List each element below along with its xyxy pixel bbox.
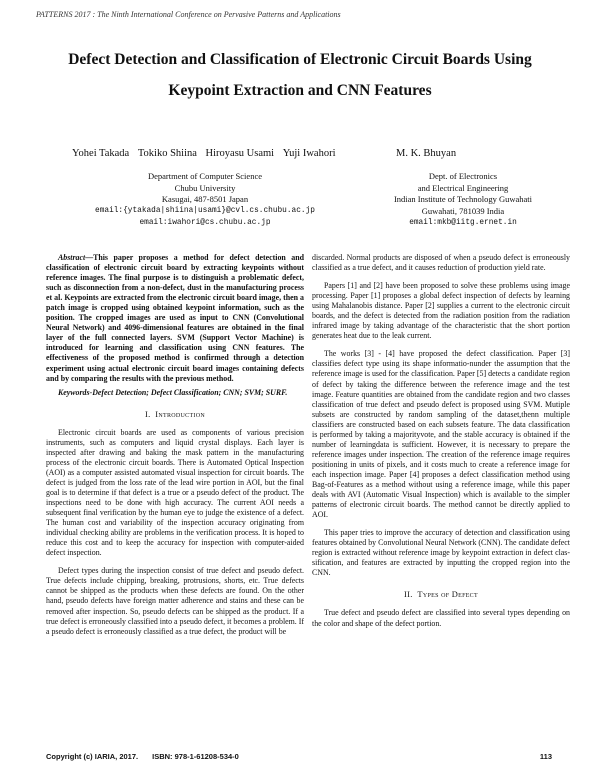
right-column (312, 253, 570, 629)
footer-copyright: Copyright (c) IARIA, 2017. (46, 752, 139, 761)
authors-right (396, 148, 462, 159)
paper-title: Defect Detection and Classification of Electronic Circuit Boards Using Keypoint Extraction and CNN Features (68, 51, 532, 99)
affiliation-dept: Department of Computer Science (147, 171, 262, 181)
affiliation-dept: Dept. of Electronics (428, 171, 498, 181)
affiliation-left (60, 171, 350, 230)
section-numeral: II. (404, 590, 413, 600)
abstract-text: This paper proposes a method for defect detection and classification of electronic circuit board by extracting keypoints without reference images. The final purpose is to distinguish a problematic defect, such as disconnection from a non-defect, dust in the manufacturing process et al. Keypoints are extracted from the electronic circuit board image, then a patch image is cropped using obtained keypoint information, such as the position. The cropped images are used as input to CNN (Convolutional Neural Network) and 4096-dimensional features are obtained in the final layer of the full connected layers. SVM (Support Vector Machine) is introduced for learning and classification using CNN features. The effectiveness of the proposed method is confirmed through a detection experiment using actual electronic circuit board images containing defects and by comparing the results with the previous method. (46, 253, 304, 383)
page-number: 113 (539, 752, 552, 761)
footer (46, 752, 239, 761)
author-name: Hiroyasu Usami (205, 148, 275, 159)
authors-left (72, 148, 342, 159)
paragraph: The works [3] - [4] have proposed the defect classification. Paper [3] classifies defect type using its shape informatio-nunder the assumption that the reference image is used for the classification. Paper [5] detects a candidate region of defect by taking the difference between the reference image and the test image. Feature quantities are obtained from the candidate region and two classes classification of true defect and pseudo defect is proposed using SVM. Mutiple subsets are constructed by random sampling of the dataset,thenn multiple classifiers are constructed based on each subsets feature. The data classification is performed by taking a majorityvote, and the stable accuracy is obtained if the number of learningdata is sufficient. However, it is necessary to prepare the reference images under inspection. The creation of the reference image requires positioning in units of pixels, and it costs much to create a reference image for each inspection image. Paper [4] proposes a defect classification method using Bag-of-Features as a method without using a reference image, while this paper deals with AVI (Automatic Visual Inspection) which is available to the simpler patterns of electronic circuit boards. The method cannot be directly applied to AOI. (312, 349, 570, 520)
left-column (46, 253, 304, 637)
affiliation-email: email:{ytakada|shiina|usami}@cvl.cs.chubu.ac.jp (95, 207, 315, 216)
section-numeral: I. (144, 409, 151, 419)
paragraph: True defect and pseudo defect are classified into several types depending on the color and shape of the defect portion. (312, 608, 570, 628)
author-name: M. K. Bhuyan (396, 148, 457, 159)
paragraph: This paper tries to improve the accuracy of detection and classification using features obtained by Convolutional Neural Network (CNN). The candidate defect region is extracted without reference image by keypoint extraction in defect clas-sification, and features are extracted by inputting the cropped region into the CNN. (312, 528, 570, 578)
affiliation-dept: and Electrical Engineering (417, 182, 509, 193)
affiliation-address: Guwahati, 781039 India (421, 206, 505, 217)
footer-isbn: ISBN: 978-1-61208-534-0 (152, 752, 239, 761)
section-title: Introduction (155, 409, 205, 419)
keywords: Keywords-Defect Detection; Defect Classification; CNN; SVM; SURF. (58, 387, 288, 397)
author-name: Tokiko Shiina (137, 148, 197, 159)
affiliation-email: email:mkb@iitg.ernet.in (409, 218, 517, 227)
running-header: PATTERNS 2017 : The Ninth International Conference on Pervasive Patterns and Applications (36, 10, 341, 19)
affiliation-email: email:iwahori@cs.chubu.ac.jp (139, 218, 271, 227)
section-heading-types-of-defect (312, 590, 570, 600)
affiliation-institution: Chubu University (174, 182, 236, 193)
paragraph: Defect types during the inspection consist of true defect and pseudo defect. True defects include chipping, breaking, protrusions, shorts, etc. True defects cannot be shipped as the products when these defects are found. On the other hand, pseudo defects have foreign matter adherence and stains and these can be removed after inspection. So, pseudo defects can be shipped as the product. If a true defect is erroneously classified into a pseudo defect, it becomes a problem. If a pseudo defect is erroneously classified as a true defect, the product will be (46, 566, 304, 636)
paragraph: Papers [1] and [2] have been proposed to solve these problems using image processing. Paper [1] proposes a global defect inspection of defects by learning using Mahalanobis distance. Paper [2] supplies a current to the electronic circuit boards, and the defect is detected from the radiation position from the radiation infrared image by taking advantage of the characteristic that the short portion generates heat due to the leak current. (312, 281, 570, 341)
paragraph: Electronic circuit boards are used as components of various precision instruments, such as computers and liquid crystal displays. Each layer is inspected after drawing and baking the mask pattern in the manufacturing process of the electronic circuit boards. There is Automated Optical Inspection (AOI) as a computer assisted automated visual inspection for circuit boards. The defect is judged from the loss rate of the lead wire portion in AOI, but the final goal is to determine if that defect is a true or a pseudo defect of the product. The inspections need to be done with high accuracy. The current AOI needs a subsequent final verification by the human eye to judge the existence of a defect. The human cost and variability of the inspection accuracy originating from individual checking ability are problems in the verification process. It is hoped to reduce this cost and to keep the accuracy for inspection with computer-aided defect inspection. (46, 427, 304, 558)
author-name: Yuji Iwahori (282, 148, 336, 159)
affiliation-address: Kasugai, 487-8501 Japan (161, 194, 249, 205)
abstract-label: Abstract (58, 253, 86, 262)
affiliation-institution: Indian Institute of Technology Guwahati (393, 194, 533, 205)
abstract-dash: — (85, 253, 94, 262)
paragraph: discarded. Normal products are disposed of when a pseudo defect is erroneously classified as a true defect, and it causes reduction of production yield rate. (312, 253, 570, 273)
abstract (46, 253, 304, 384)
section-title: Types of Defect (417, 590, 478, 600)
section-heading-introduction (46, 410, 304, 420)
author-name: Yohei Takada (72, 148, 130, 159)
affiliation-right (358, 171, 568, 230)
